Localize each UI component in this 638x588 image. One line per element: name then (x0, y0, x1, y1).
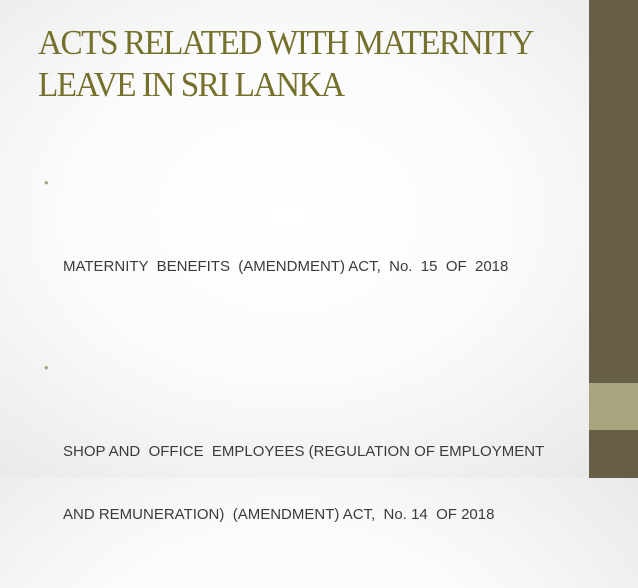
slide-title-line-1: ACTS RELATED WITH MATERNITY (38, 23, 533, 62)
slide-title-line-2: LEAVE IN SRI LANKA (38, 65, 344, 104)
bullet-text (63, 422, 584, 565)
decorative-side-bar-accent (589, 383, 638, 430)
bullet-marker: • (44, 360, 49, 375)
bullet-text (63, 237, 584, 317)
bullet-text-line: MATERNITY BENEFITS (AMENDMENT) ACT, No. 15 OF 2018 (63, 258, 509, 275)
bullet-text-line: SHOP AND OFFICE EMPLOYEES (REGULATION OF EMPLOYMENT (63, 443, 545, 460)
slide-title (38, 22, 551, 106)
bullet-list (44, 172, 584, 588)
bullet-marker: • (44, 175, 49, 190)
bullet-item-maternity-benefits-act (44, 172, 584, 340)
bullet-text-line: AND REMUNERATION) (AMENDMENT) ACT, No. 14 OF 2018 (63, 506, 495, 523)
bullet-item-shop-and-office-act (44, 357, 584, 588)
